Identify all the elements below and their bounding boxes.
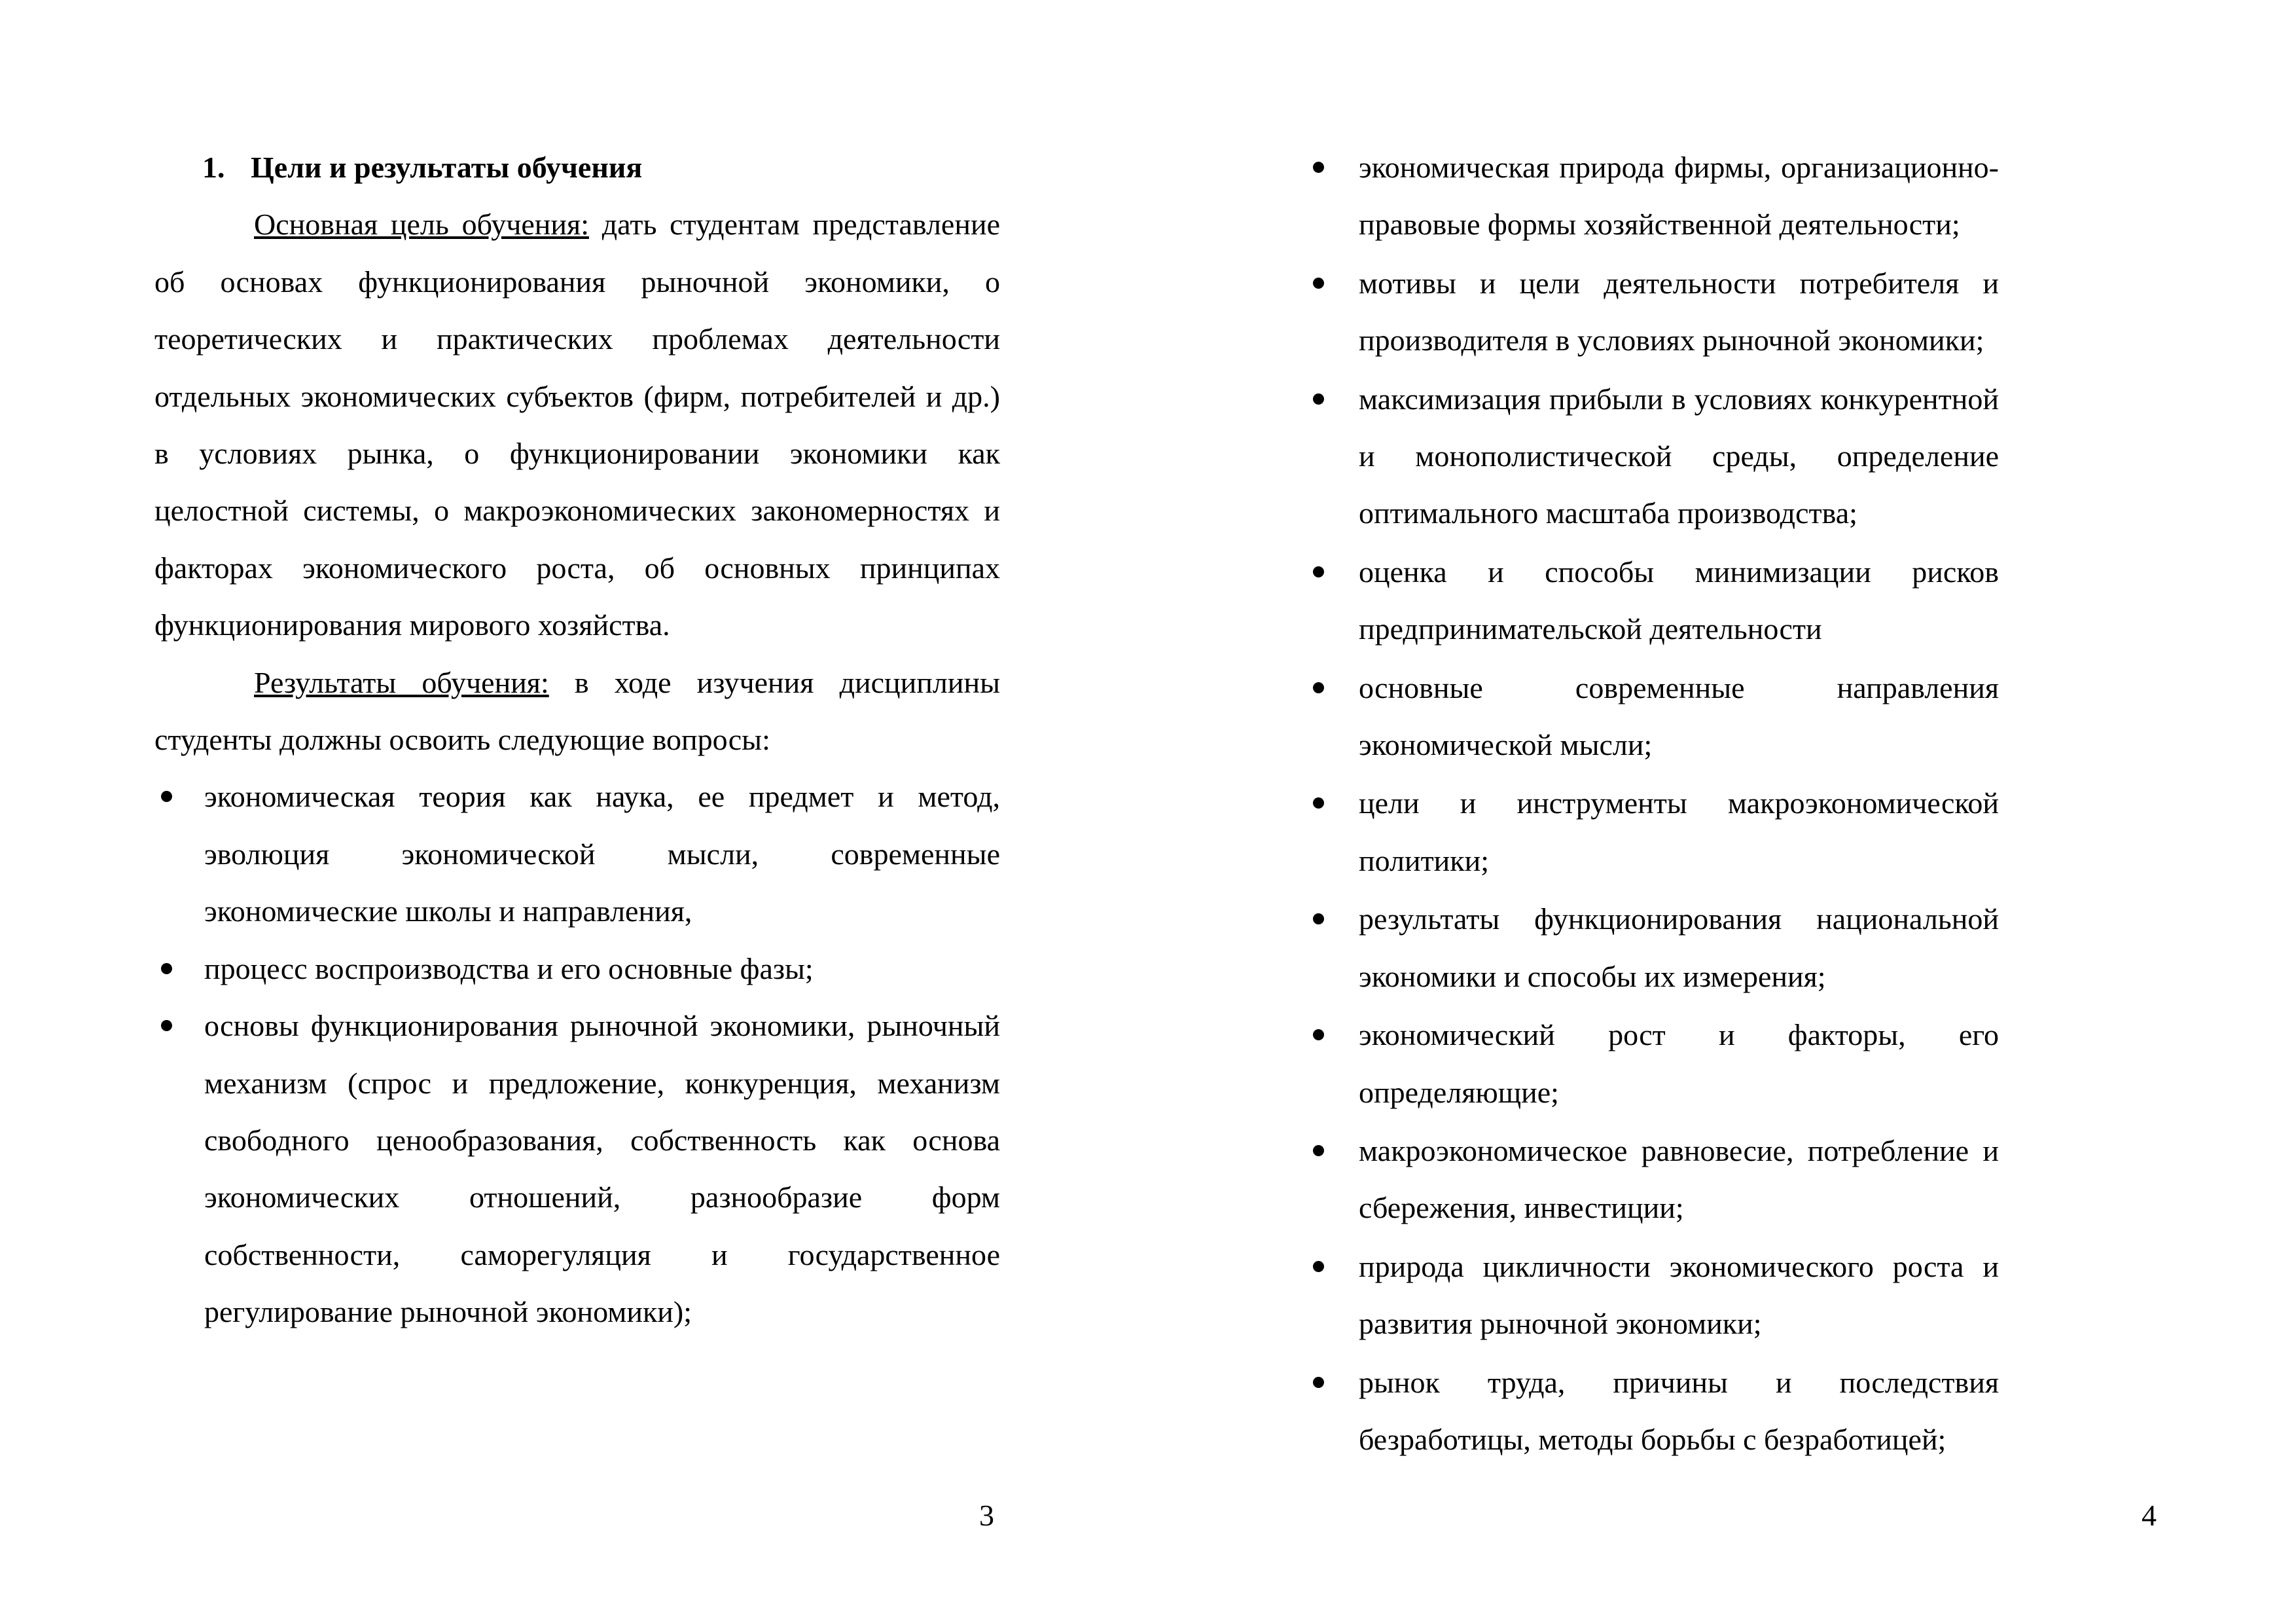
list-item (1306, 543, 1999, 658)
bullet-icon (1313, 1261, 1324, 1272)
bullet-icon (1313, 913, 1324, 924)
list-item-text: основы функционирования рыночной экономики, рыночный механизм (спрос и предложение, конкуренция, механизм свободного ценообразования, собственность как основа экономических отношений, разнообразие форм собственности, саморегуляция и государственное регулирование рыночной экономики); (204, 1009, 1000, 1329)
list-item-text: экономическая природа фирмы, организационно-правовые формы хозяйственной деятельности; (1359, 151, 1999, 242)
section-title: Цели и результаты обучения (251, 151, 643, 184)
list-item (154, 997, 1000, 1340)
bullet-icon (1313, 278, 1324, 289)
bullet-icon (1313, 797, 1324, 809)
bullet-icon (1313, 1029, 1324, 1040)
page-number: 3 (979, 1499, 994, 1532)
right-page-content (1306, 139, 1999, 1468)
list-item (1306, 659, 1999, 774)
list-item (154, 768, 1000, 939)
right-bullet-list (1306, 139, 1999, 1468)
bullet-icon (1313, 1377, 1324, 1388)
list-item (1306, 775, 1999, 889)
bullet-icon (1313, 393, 1324, 405)
results-paragraph (154, 654, 1000, 769)
list-item-text: цели и инструменты макроэкономической политики; (1359, 786, 1999, 877)
list-item-text: основные современные направления экономической мысли; (1359, 670, 1999, 762)
goal-paragraph (154, 196, 1000, 653)
results-text: в ходе изучения дисциплины студенты должны освоить следующие вопросы: (154, 665, 1000, 757)
section-heading (202, 139, 1000, 196)
list-item-text: рынок труда, причины и последствия безработицы, методы борьбы с безработицей; (1359, 1365, 1999, 1456)
list-item-text: мотивы и цели деятельности потребителя и производителя в условиях рыночной экономики; (1359, 266, 1999, 357)
page-number: 4 (2142, 1499, 2157, 1532)
list-item (1306, 139, 1999, 253)
list-item (1306, 255, 1999, 369)
left-page-content (154, 139, 1000, 1341)
list-item-text: экономический рост и факторы, его определяющие; (1359, 1018, 1999, 1109)
list-item-text: оценка и способы минимизации рисков предпринимательской деятельности (1359, 555, 1999, 646)
list-item (1306, 1122, 1999, 1237)
section-number: 1. (202, 151, 225, 184)
bullet-icon (1313, 682, 1324, 693)
goal-lead: Основная цель обучения: (254, 208, 589, 242)
list-item-text: максимизация прибыли в условиях конкурентной и монополистической среды, определение оптимального масштаба производства; (1359, 382, 1999, 530)
bullet-icon (161, 791, 172, 802)
left-bullet-list (154, 768, 1000, 1340)
goal-text: дать студентам представление об основах функционирования рыночной экономики, о теоретических и практических проблемах деятельности отдельных экономических субъектов (фирм, потребителей и др.) в условиях рынка, о функционировании экономики как целостной системы, о макроэкономических закономерностях и факторах экономического роста, об основных принципах функционирования мирового хозяйства. (154, 208, 1001, 642)
bullet-icon (1313, 566, 1324, 577)
results-lead: Результаты обучения: (254, 665, 549, 699)
list-item (1306, 1006, 1999, 1121)
bullet-icon (1313, 1145, 1324, 1156)
list-item-text: природа цикличности экономического роста и развития рыночной экономики; (1359, 1249, 1999, 1341)
bullet-icon (161, 963, 172, 974)
bullet-icon (1313, 162, 1324, 173)
bullet-icon (161, 1020, 172, 1031)
list-item-text: макроэкономическое равновесие, потребление и сбережения, инвестиции; (1359, 1133, 1999, 1225)
list-item (1306, 1354, 1999, 1468)
list-item-text: результаты функционирования национальной экономики и способы их измерения; (1359, 902, 1999, 993)
list-item (1306, 371, 1999, 542)
list-item-text: процесс воспроизводства и его основные фазы; (204, 951, 814, 985)
list-item (154, 940, 1000, 997)
list-item-text: экономическая теория как наука, ее предмет и метод, эволюция экономической мысли, современные экономические школы и направления, (204, 780, 1000, 928)
right-page (1148, 0, 2296, 1623)
list-item (1306, 890, 1999, 1005)
list-item (1306, 1238, 1999, 1353)
